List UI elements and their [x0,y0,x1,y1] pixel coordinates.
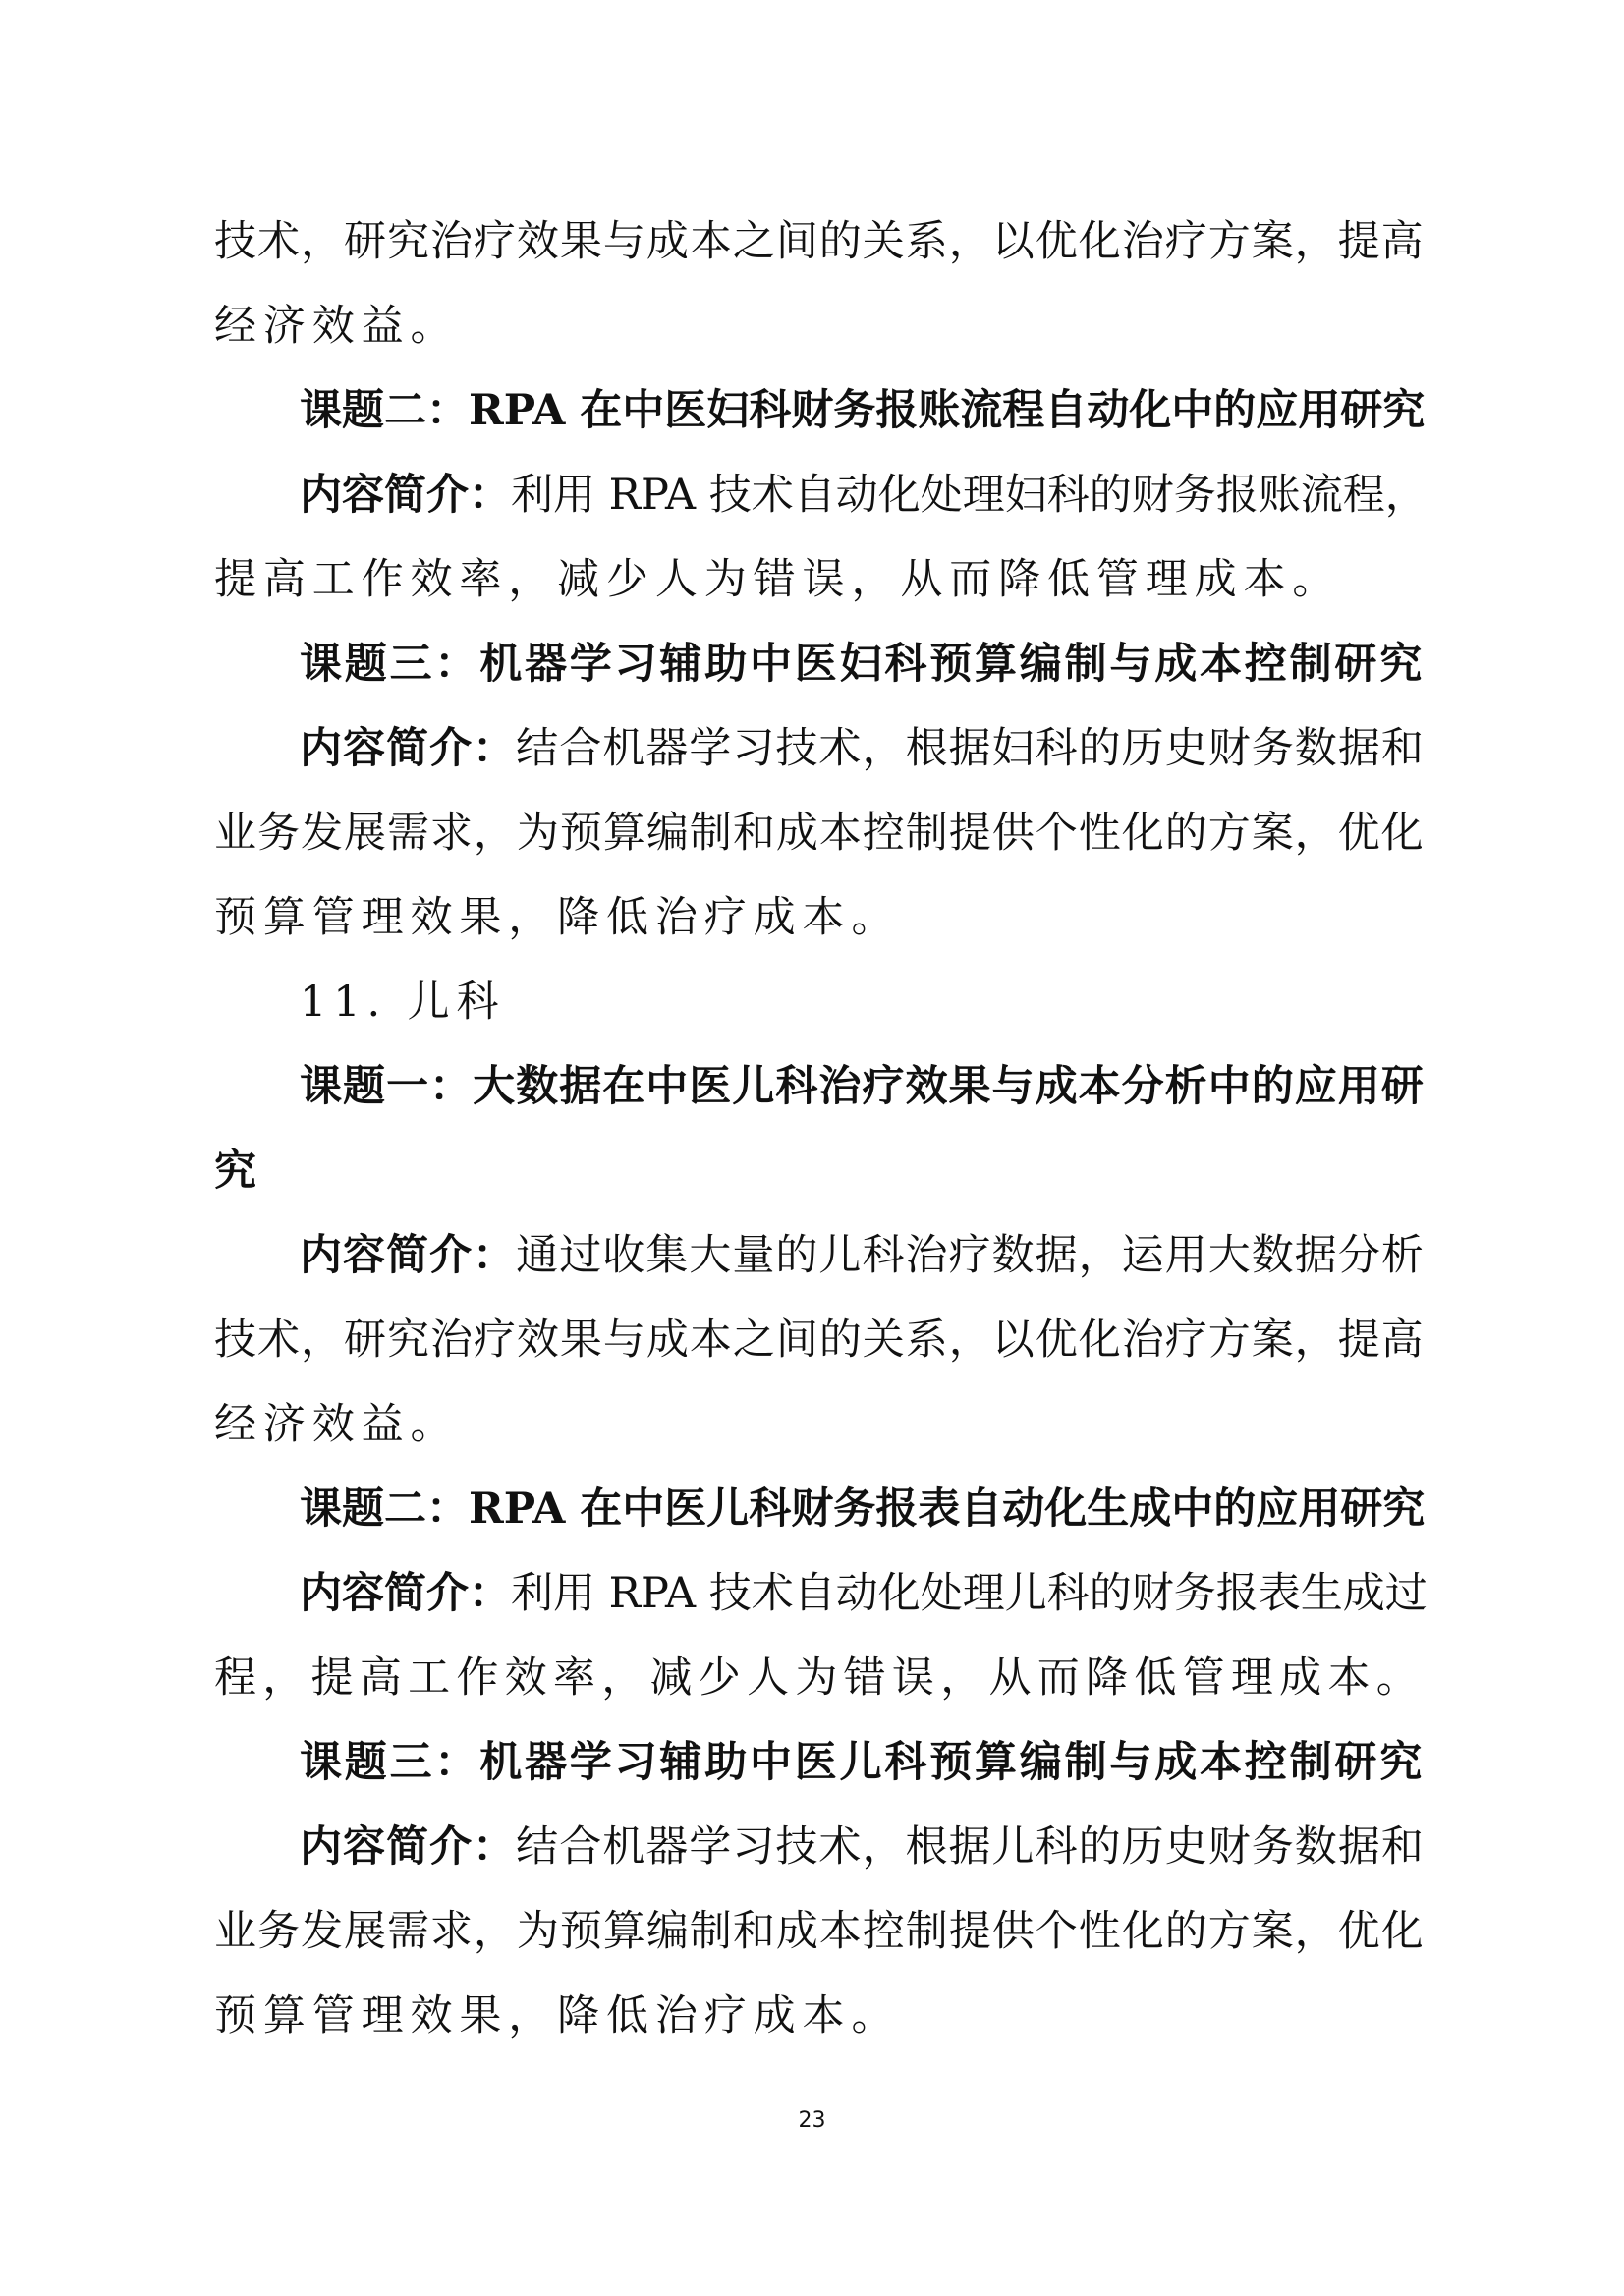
summary-first-line [300,1566,1428,1621]
summary-label: 内容简介： [300,1822,517,1872]
summary-first-line [300,1820,1425,1875]
body-text-line: 程，提高工作效率，减少人为错误，从而降低管理成本。 [214,1653,1425,1703]
summary-label: 内容简介： [300,1569,511,1618]
topic-title-continuation: 究 [214,1147,263,1196]
body-text-line: 提高工作效率，减少人为错误，从而降低管理成本。 [214,555,1342,604]
topic-title: 课题三：机器学习辅助中医妇科预算编制与成本控制研究 [300,640,1425,689]
body-text-line: 技术，研究治疗效果与成本之间的关系，以优化治疗方案，提高 [214,1316,1425,1365]
body-text-line: 预算管理效果，降低治疗成本。 [214,1991,901,2041]
body-text-line: 结合机器学习技术，根据妇科的历史财务数据和 [516,724,1425,773]
topic-title: 课题三：机器学习辅助中医儿科预算编制与成本控制研究 [300,1738,1425,1787]
page-number: 23 [798,2108,826,2133]
body-text-line: 通过收集大量的儿科治疗数据，运用大数据分析 [516,1231,1425,1280]
body-text-line: 经济效益。 [214,1400,460,1449]
summary-label: 内容简介： [300,471,511,520]
body-text-line: 预算管理效果，降低治疗成本。 [214,893,901,942]
topic-title: 课题一：大数据在中医儿科治疗效果与成本分析中的应用研 [300,1062,1425,1111]
section-heading: 11. 儿科 [300,978,506,1027]
summary-label: 内容简介： [300,724,517,773]
summary-label: 内容简介： [300,1231,517,1280]
topic-title: 课题二：RPA 在中医妇科财务报账流程自动化中的应用研究 [300,386,1426,435]
topic-title: 课题二：RPA 在中医儿科财务报表自动化生成中的应用研究 [300,1484,1426,1534]
body-text-line: 利用 RPA 技术自动化处理儿科的财务报表生成过 [511,1569,1428,1618]
body-text-line: 业务发展需求，为预算编制和成本控制提供个性化的方案，优化 [214,1907,1425,1956]
body-text-line: 业务发展需求，为预算编制和成本控制提供个性化的方案，优化 [214,809,1425,858]
summary-first-line [300,721,1425,776]
body-text-line: 经济效益。 [214,302,460,351]
body-text-line: 结合机器学习技术，根据儿科的历史财务数据和 [516,1822,1425,1872]
body-text-line: 利用 RPA 技术自动化处理妇科的财务报账流程， [511,471,1428,520]
summary-first-line [300,468,1428,523]
body-text-line: 技术，研究治疗效果与成本之间的关系，以优化治疗方案，提高 [214,217,1425,266]
summary-first-line [300,1228,1425,1283]
